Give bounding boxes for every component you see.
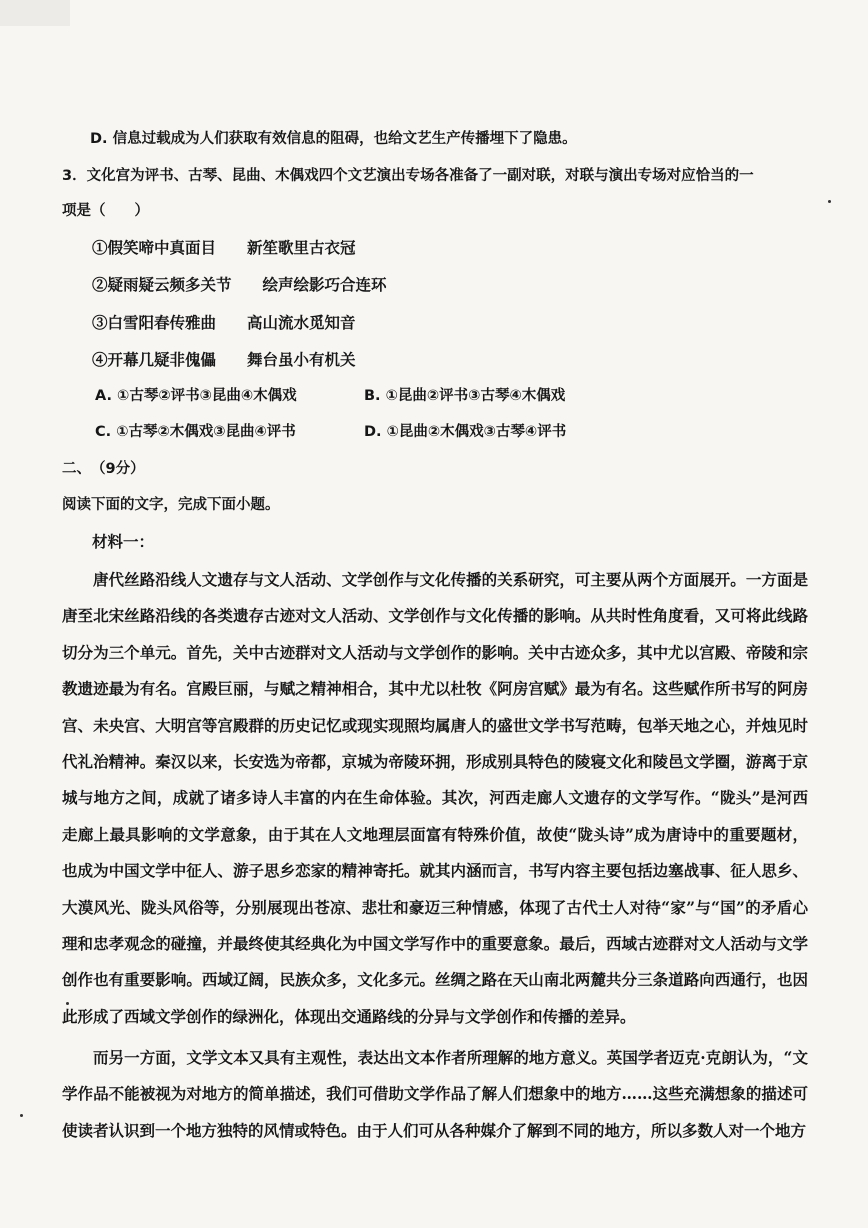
question3-stem-line2: 项是（ ）	[62, 203, 149, 219]
question2-option-d: D. 信息过载成为人们获取有效信息的阻碍，也给文艺生产传播埋下了隐患。	[90, 131, 577, 147]
material-paragraph-1: 唐代丝路沿线人文遗存与文人活动、文学创作与文化传播的关系研究，可主要从两个方面展开。一方面是唐至北宋丝路沿线的各类遗存古迹对文人活动、文学创作与文化传播的影响。从共时性角度看，又可将此线路切分为三个单元。首先，关中古迹群对文人活动与文学创作的影响。关中古迹众多，其中尤以宫殿、帝陵和宗教遗迹最为有名。宫殿巨丽，与赋之精神相合，其中尤以杜牧《阿房宫赋》最为有名。这些赋作所书写的阿房宫、未央宫、大明宫等宫殿群的历史记忆或现实现照均属唐人的盛世文学书写范畴，包举天地之心，并烛见时代礼治精神。秦汉以来，长安选为帝都，京城为帝陵环拥，形成别具特色的陵寝文化和陵邑文学圈，游离于京城与地方之间，成就了诸多诗人丰富的内在生命体验。其次，河西走廊人文遗存的文学写作。“陇头”是河西走廊上最具影响的文学意象，由于其在人文地理层面富有特殊价值，故使“陇头诗”成为唐诗中的重要题材，也成为中国文学中征人、游子思乡恋家的精神寄托。就其内涵而言，书写内容主要包括边塞战事、征人思乡、大漠风光、陇头风俗等，分别展现出苍凉、悲壮和豪迈三种情感，体现了古代士人对待“家”与“国”的矛盾心理和忠孝观念的碰撞，并最终使其经典化为中国文学写作中的重要意象。最后，西域古迹群对文人活动与文学创作也有重要影响。西域辽阔，民族众多，文化多元。丝绸之路在天山南北两麓共分三条道路向西通行，也因此形成了西域文学创作的绿洲化，体现出交通路线的分异与文学创作和传播的差异。	[62, 570, 808, 1026]
couplet-3: ③白雪阳春传雅曲 高山流水觅知音	[92, 313, 356, 332]
scan-corner-shade	[0, 0, 70, 26]
couplet-2: ②疑雨疑云频多关节 绘声绘影巧合连环	[92, 275, 387, 294]
section2-instruction: 阅读下面的文字，完成下面小题。	[62, 497, 280, 513]
scan-speck	[20, 1114, 23, 1117]
material-label: 材料一：	[92, 532, 155, 551]
scan-speck	[66, 1002, 69, 1005]
question3-option-a: A. ①古琴②评书③昆曲④木偶戏	[95, 388, 297, 404]
question3-option-d: D. ①昆曲②木偶戏③古琴④评书	[364, 424, 567, 440]
couplet-4: ④开幕几疑非傀儡 舞台虽小有机关	[92, 350, 356, 369]
question3-stem-line1: 3．文化宫为评书、古琴、昆曲、木偶戏四个文艺演出专场各准备了一副对联，对联与演出专场对应恰当的一	[62, 168, 754, 184]
question3-option-c: C. ①古琴②木偶戏③昆曲④评书	[95, 424, 296, 440]
scan-speck	[828, 200, 831, 203]
couplet-1: ①假笑啼中真面目 新笙歌里古衣冠	[92, 238, 356, 257]
question3-option-b: B. ①昆曲②评书③古琴④木偶戏	[364, 388, 566, 404]
material-paragraph-2: 而另一方面，文学文本又具有主观性，表达出文本作者所理解的地方意义。英国学者迈克·克朗认为，“文学作品不能被视为对地方的简单描述，我们可借助文学作品了解人们想象中的地方……这些充满想象的描述可使读者认识到一个地方独特的风情或特色。由于人们可从各种媒介了解到不同的地方，所以多数人对一个地方	[62, 1048, 808, 1140]
section2-heading: 二、 （9分）	[62, 461, 145, 477]
